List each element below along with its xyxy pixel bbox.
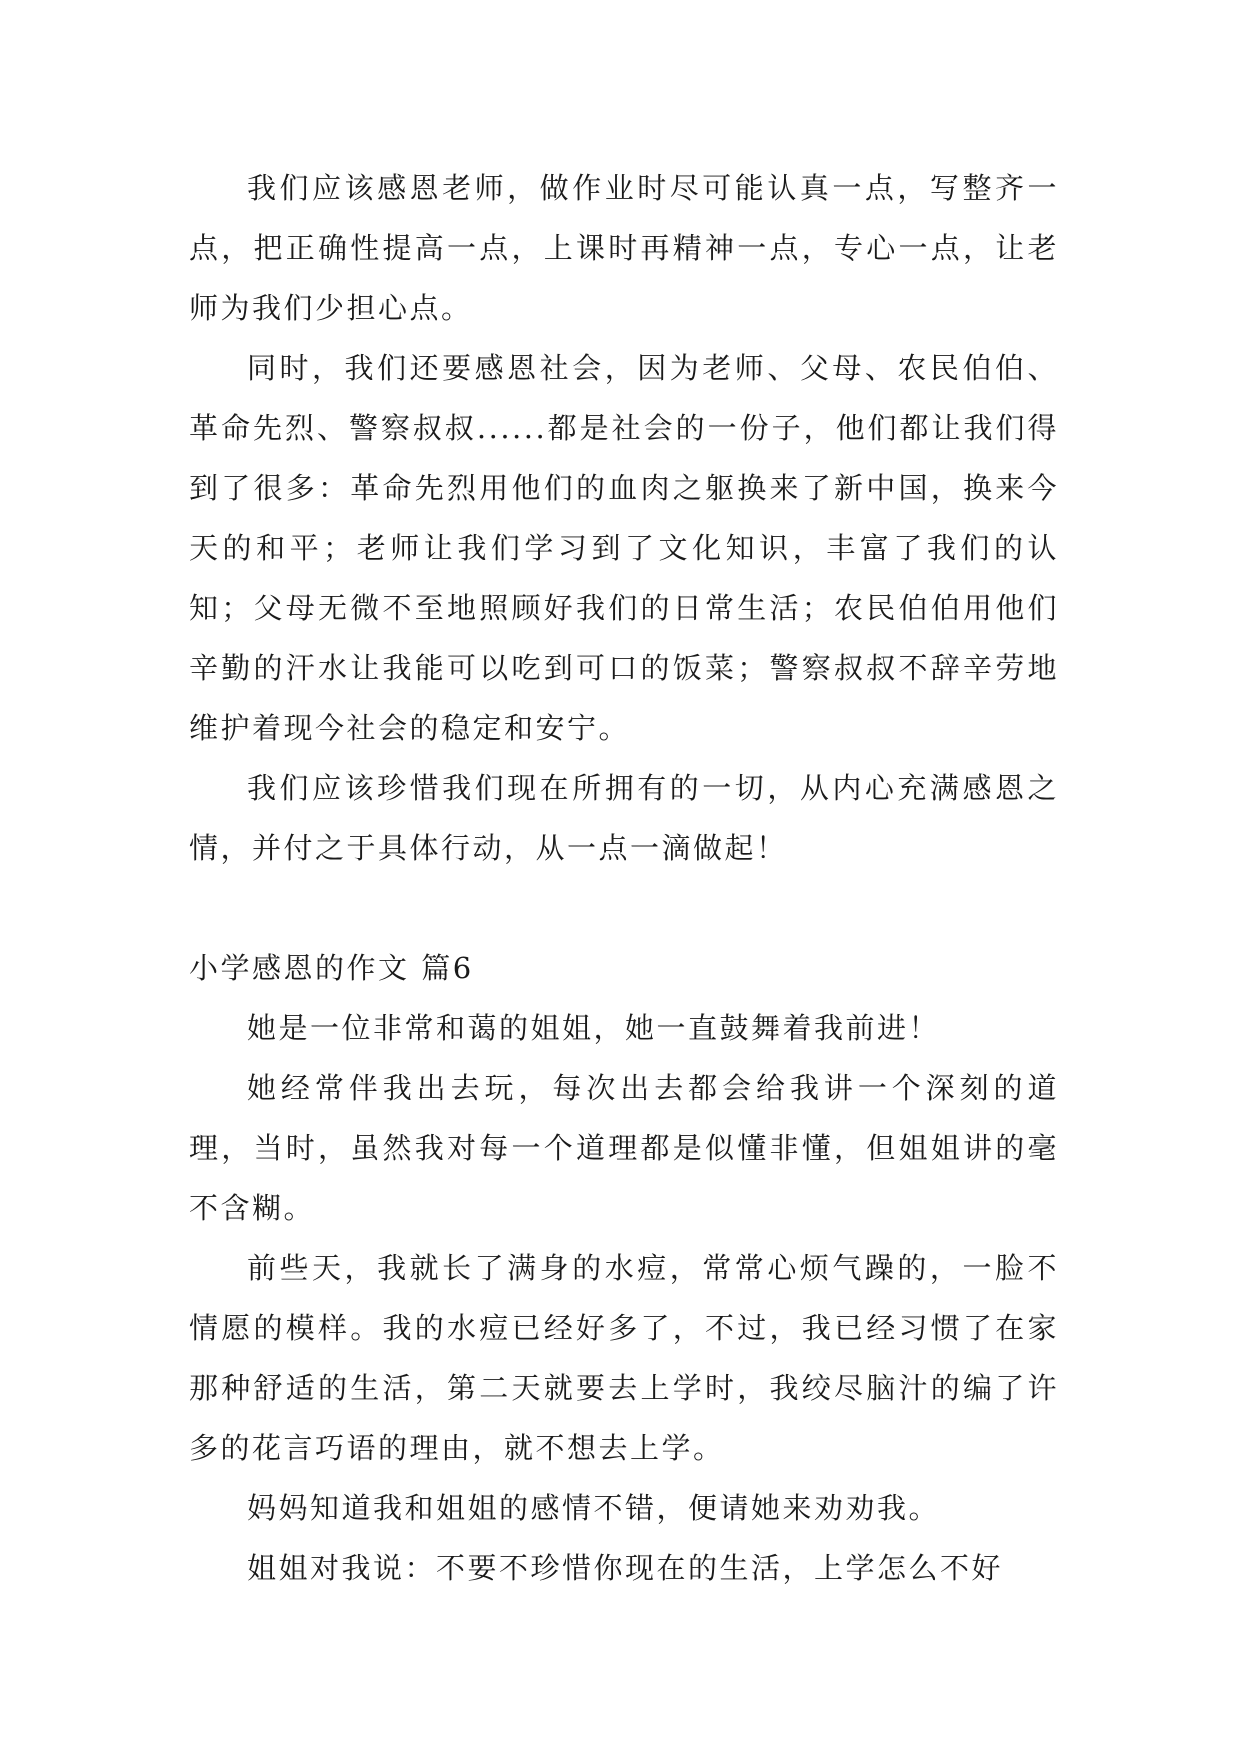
paragraph: 妈妈知道我和姐姐的感情不错，便请她来劝劝我。 bbox=[247, 1491, 941, 1525]
paragraph: 她经常伴我出去玩，每次出去都会给我讲一个深刻的道理，当时，虽然我对每一个道理都是似懂非懂，但姐姐讲的毫不含糊。 bbox=[189, 1071, 1059, 1225]
document-body bbox=[189, 158, 1059, 1598]
section-spacer bbox=[189, 878, 1059, 938]
paragraph: 她是一位非常和蔼的姐姐，她一直鼓舞着我前进！ bbox=[247, 1011, 941, 1045]
paragraph: 姐姐对我说：不要不珍惜你现在的生活，上学怎么不好 bbox=[247, 1551, 1004, 1585]
paragraph: 前些天，我就长了满身的水痘，常常心烦气躁的，一脸不情愿的模样。我的水痘已经好多了，不过，我已经习惯了在家那种舒适的生活，第二天就要去上学时，我绞尽脑汁的编了许多的花言巧语的理由，就不想去上学。 bbox=[189, 1251, 1059, 1465]
paragraph: 同时，我们还要感恩社会，因为老师、父母、农民伯伯、革命先烈、警察叔叔......都是社会的一份子，他们都让我们得到了很多：革命先烈用他们的血肉之躯换来了新中国，换来今天的和平；老师让我们学习到了文化知识，丰富了我们的认知；父母无微不至地照顾好我们的日常生活；农民伯伯用他们辛勤的汗水让我能可以吃到可口的饭菜；警察叔叔不辞辛劳地维护着现今社会的稳定和安宁。 bbox=[189, 351, 1059, 745]
paragraph: 我们应该珍惜我们现在所拥有的一切，从内心充满感恩之情，并付之于具体行动，从一点一滴做起！ bbox=[189, 771, 1059, 865]
paragraph: 我们应该感恩老师，做作业时尽可能认真一点，写整齐一点，把正确性提高一点，上课时再精神一点，专心一点，让老师为我们少担心点。 bbox=[189, 171, 1059, 325]
section-heading: 小学感恩的作文 篇6 bbox=[189, 951, 474, 985]
